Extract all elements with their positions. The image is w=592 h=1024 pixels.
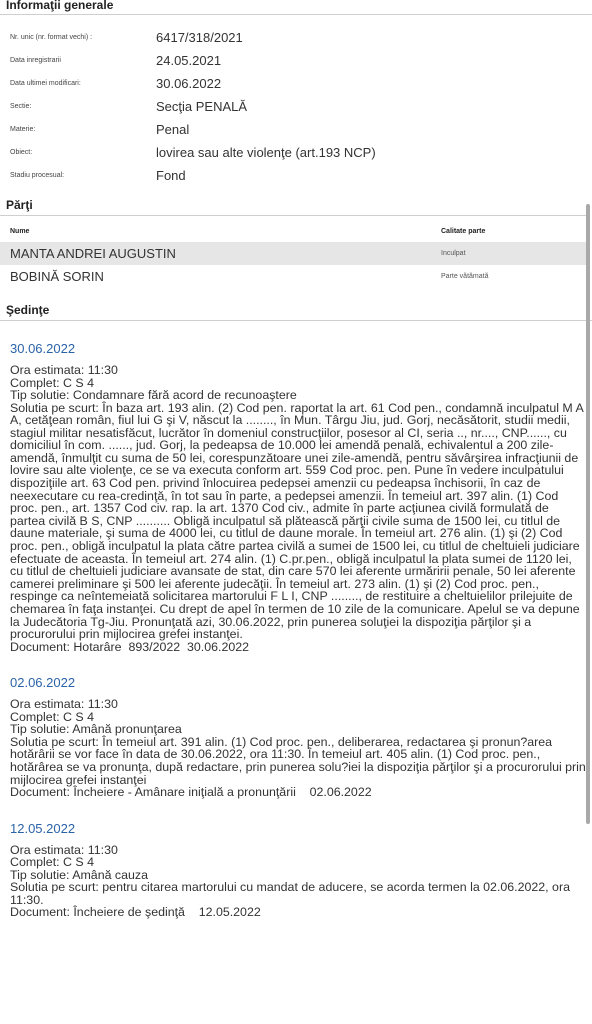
info-label: Materie:	[10, 126, 36, 133]
info-label: Data inregistrarii	[10, 57, 61, 64]
session-ora: Ora estimata: 11:30	[10, 842, 118, 857]
scrollbar[interactable]	[586, 204, 590, 824]
session-ora: Ora estimata: 11:30	[10, 697, 118, 712]
parties-table-header	[0, 216, 586, 242]
col-header-name: Nume	[10, 228, 30, 235]
sessions-section	[0, 304, 592, 919]
session-item	[0, 821, 592, 919]
info-value: Secţia PENALĂ	[156, 99, 248, 114]
info-row-obiect	[0, 146, 592, 169]
table-row[interactable]	[0, 242, 586, 265]
info-label: Stadiu procesual:	[10, 172, 65, 179]
session-date: 30.06.2022	[10, 341, 76, 356]
info-label: Data ultimei modificari:	[10, 80, 81, 87]
session-document[interactable]: Document: Încheiere de şedinţă 12.05.2022	[10, 905, 261, 920]
info-value: 24.05.2021	[156, 53, 222, 68]
session-solutie: Solutia pe scurt: pentru citarea martorului cu mandat de aducere, se acorda termen la 02.06.2022, ora 11:30.	[10, 880, 570, 907]
info-row-nr-unic	[0, 31, 592, 54]
party-role: Inculpat	[441, 250, 466, 257]
session-ora: Ora estimata: 11:30	[10, 363, 118, 377]
session-document[interactable]: Document: Încheiere - Amânare iniţială a pronunţării 02.06.2022	[10, 785, 372, 800]
session-complet: Complet: C S 4	[10, 375, 95, 390]
session-item	[0, 675, 592, 798]
session-solutie: Solutia pe scurt: În baza art. 193 alin. (2) Cod pen. raportat la art. 61 Cod pen., condamnă inculpatul M A A, cetăţean român, fiul lui G şi V, născut la ........, în Mun. Târgu Jiu, jud. Gorj, necăsătorit, studii medii, stagiul militar nesatisfăcut, lucrător în domeniul construcţiilor, posesor al CI, seria .., nr...., CNP......, cu domiciliul în com. ......, jud. Gorj, la pedeapsa de 10.000 lei amendă penală, echivalentul a 200 zile-amendă, înmulţit cu suma de 50 lei, corespunzătoare unei zile-amendă, pentru săvârşirea infracţiunii de lovire sau alte violenţe, ce se va executa conform art. 559 Cod proc. pen. Pune în vedere inculpatului dispoziţiile art. 63 Cod pen. privind înlocuirea pedepsei amenzii cu pedeapsa închisorii, în caz de neexecutare cu rea-credinţă, în tot sau în parte, a pedepsei amenzii. În temeiul art. 397 alin. (1) Cod proc. pen., art. 1357 Cod civ. rap. la art. 1370 Cod civ., admite în parte acţiunea civilă formulată de partea civilă B S, CNP .......... Obligă inculpatul să plătească părţii civile suma de 1500 lei, cu titlul de daune materiale, şi suma de 4000 lei, cu titlul de daune morale. În temeiul art. 276 alin. (1) şi (2) Cod proc. pen., obligă inculpatul la plata către partea civilă a sumei de 1500 lei, cu titlul de cheltuieli judiciare efectuate de aceasta. În temeiul art. 274 alin. (1) C.pr.pen., obligă inculpatul la plata sumei de 1120 lei, cu titlul de cheltuieli judiciare avansate de stat, din care 570 lei aferente urmăririi penale, 50 lei aferente camerei preliminare şi 500 lei aferente judecăţii. În temeiul art. 273 alin. (1) şi (2) Cod proc. pen., respinge ca neîntemeiată solicitarea martorului F L I, CNP ........, de restituire a cheltuielilor prilejuite de chemarea în faţa instanţei. Cu drept de apel în termen de 10 zile de la comunicare. Apelul se va depune la Judecătoria Tg-Jiu. Pronunţată azi, 30.06.2022, prin punerea soluţiei la dispoziţia părţilor şi a procurorului prin mijlocirea grefei instanţei.	[10, 400, 584, 642]
general-section	[0, 0, 592, 192]
session-complet: Complet: C S 4	[10, 709, 95, 724]
info-value: Fond	[156, 168, 186, 183]
session-complet: Complet: C S 4	[10, 855, 95, 870]
info-row-sectie	[0, 100, 592, 123]
table-row[interactable]	[0, 265, 586, 288]
info-label: Sectie:	[10, 103, 32, 110]
info-label: Nr. unic (nr. format vechi) :	[10, 34, 93, 41]
party-name: BOBINĂ SORIN	[10, 269, 104, 284]
general-title: Informaţii generale	[0, 0, 592, 15]
session-date: 02.06.2022	[10, 675, 76, 691]
session-tip-solutie: Tip solutie: Condamnare fără acord de recunoaştere	[10, 388, 297, 402]
info-value: lovirea sau alte violenţe (art.193 NCP)	[156, 145, 376, 160]
sessions-title: Şedinţe	[0, 304, 592, 321]
info-value: 30.06.2022	[156, 76, 222, 91]
info-row-stadiu-procesual	[0, 169, 592, 192]
session-date: 12.05.2022	[10, 820, 76, 836]
party-role: Parte vătămată	[441, 273, 489, 280]
info-value: Penal	[156, 122, 190, 137]
session-solutie: Solutia pe scurt: În temeiul art. 391 alin. (1) Cod proc. pen., deliberarea, redactarea şi pronun?area hotărârii se vor face în data de 30.06.2022, ora 11:30. În temeiul art. 405 alin. (1) Cod proc. pen., hotărârea se va pronunţa, după redactare, prin punerea solu?iei la dispoziţia părţilor şi a procurorului prin mijlocirea grefei instanţei	[10, 734, 586, 787]
party-name: MANTA ANDREI AUGUSTIN	[10, 246, 176, 261]
col-header-role: Calitate parte	[441, 228, 486, 235]
session-tip-solutie: Tip solutie: Amână cauza	[10, 867, 148, 882]
info-row-materie	[0, 123, 592, 146]
session-item	[0, 341, 592, 653]
info-row-data-ultimei-modificari	[0, 77, 592, 100]
session-document[interactable]: Document: Hotarâre 893/2022 30.06.2022	[10, 639, 250, 654]
info-value: 6417/318/2021	[156, 30, 243, 45]
general-info-list	[0, 31, 592, 192]
session-tip-solutie: Tip solutie: Amână pronunţarea	[10, 722, 182, 737]
info-label: Obiect:	[10, 149, 33, 156]
info-row-data-inregistrarii	[0, 54, 592, 77]
parties-section	[0, 199, 586, 288]
parties-title: Părţi	[0, 199, 586, 216]
